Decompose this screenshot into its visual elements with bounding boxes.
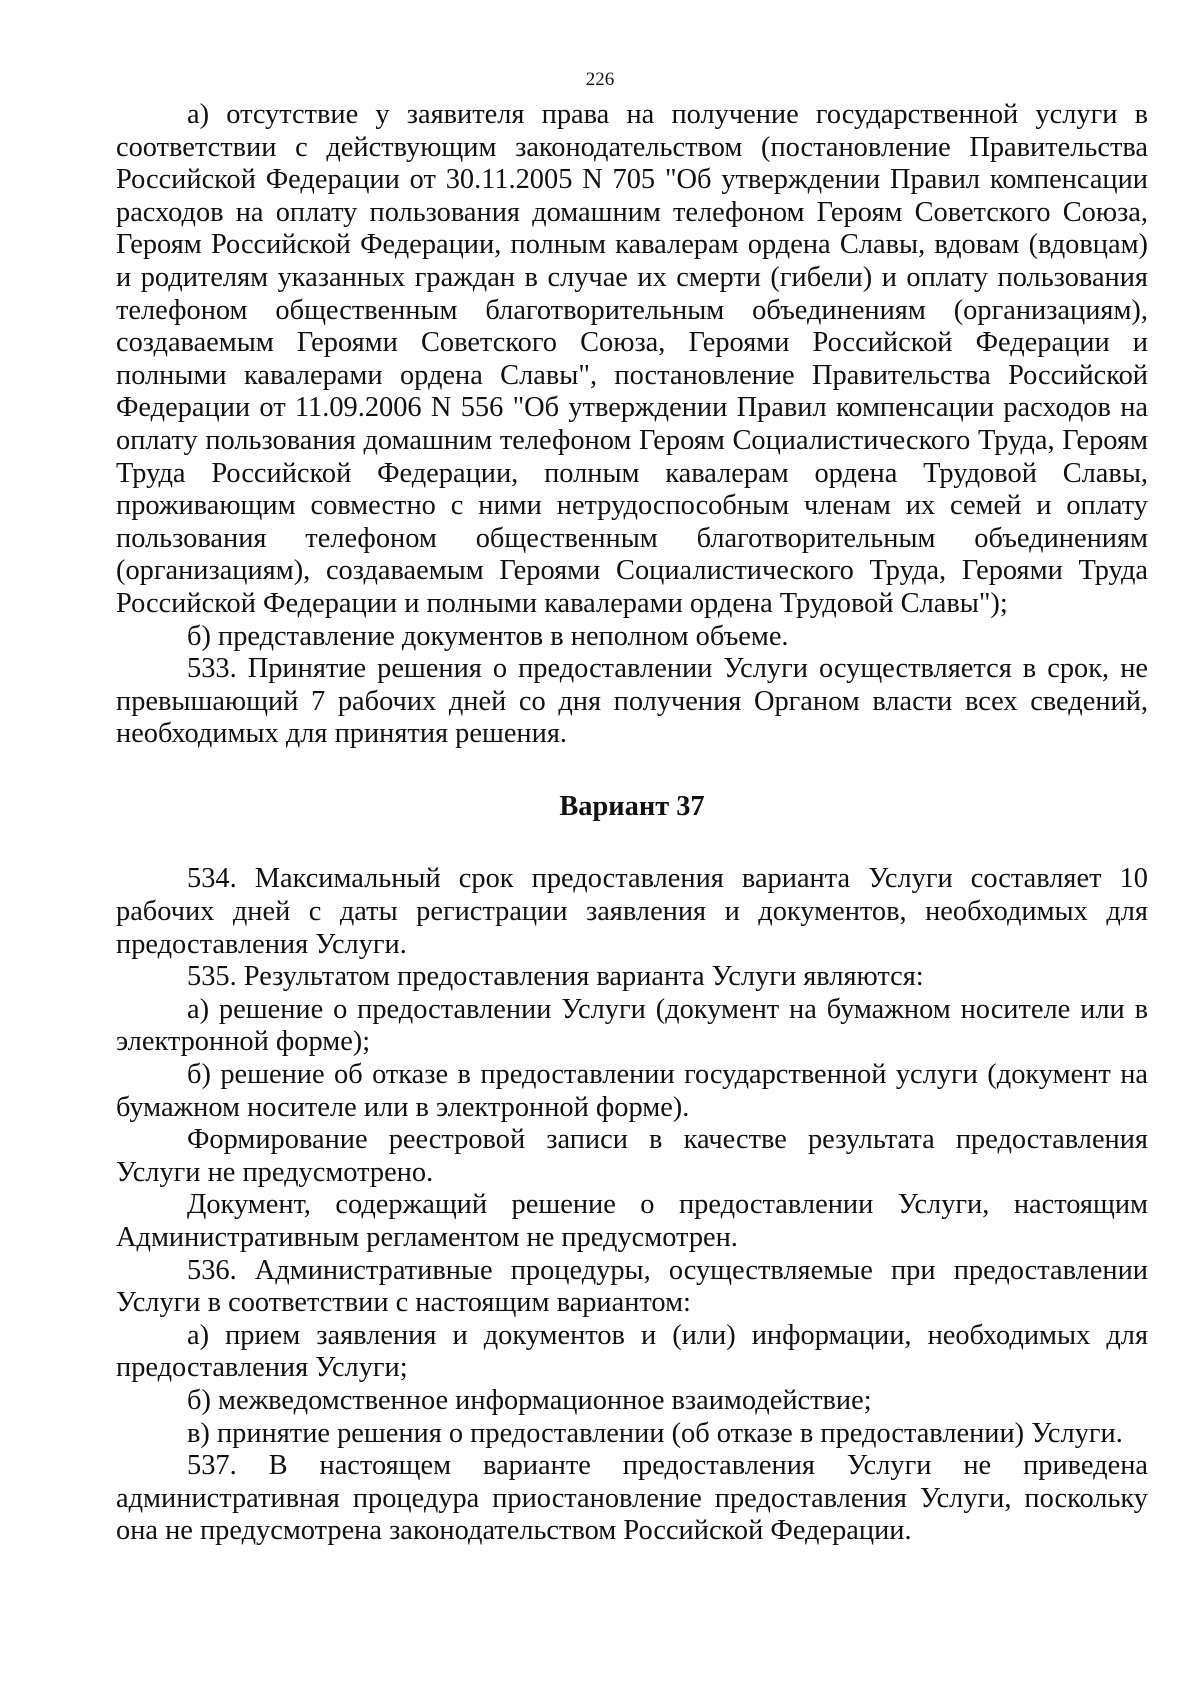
paragraph: 533. Принятие решения о предоставлении Услуги осуществляется в срок, не превышающий 7 рабочих дней со дня получения Органом власти всех сведений, необходимых для принятия решения. (116, 653, 1148, 750)
paragraph: 534. Максимальный срок предоставления варианта Услуги составляет 10 рабочих дней с даты регистрации заявления и документов, необходимых для предоставления Услуги. (116, 863, 1148, 960)
paragraph: б) представление документов в неполном объеме. (187, 620, 789, 652)
paragraph: а) отсутствие у заявителя права на получение государственной услуги в соответствии с действующим законодательством (постановление Правительства Российской Федерации от 30.11.2005 N 705 "Об утверждении Правил компенсации расходов на оплату пользования домашним телефоном Героям Советского Союза, Героям Российской Федерации, полным кавалерам ордена Славы, вдовам (вдовцам) и родителям указанных граждан в случае их смерти (гибели) и оплату пользования телефоном общественным благотворительным объединениям (организациям), создаваемым Героями Советского Союза, Героями Российской Федерации и полными кавалерами ордена Славы", постановление Правительства Российской Федерации от 11.09.2006 N 556 "Об утверждении Правил компенсации расходов на оплату пользования домашним телефоном Героям Социалистического Труда, Героям Труда Российской Федерации, полным кавалерам ордена Трудовой Славы, проживающим совместно с ними нетрудоспособным членам их семей и оплату пользования телефоном общественным благотворительным объединениям (организациям), создаваемым Героями Социалистического Труда, Героями Труда Российской Федерации и полными кавалерами ордена Трудовой Славы"); (116, 99, 1148, 619)
paragraph: Формирование реестровой записи в качестве результата предоставления Услуги не предусмотрено. (116, 1124, 1148, 1188)
paragraph: 537. В настоящем варианте предоставления Услуги не приведена административная процедура приостановление предоставления Услуги, поскольку она не предусмотрена законодательством Российской Федерации. (116, 1450, 1148, 1547)
paragraph: а) прием заявления и документов и (или) информации, необходимых для предоставления Услуги; (116, 1319, 1148, 1384)
paragraph: 536. Административные процедуры, осуществляемые при предоставлении Услуги в соответствии с настоящим вариантом: (116, 1254, 1148, 1319)
paragraph: б) межведомственное информационное взаимодействие; (187, 1384, 872, 1416)
paragraph: 535. Результатом предоставления варианта Услуги являются: (187, 961, 924, 993)
page-number: 226 (585, 69, 615, 90)
document-body (116, 99, 1148, 1548)
paragraph: а) решение о предоставлении Услуги (документ на бумажном носителе или в электронной форме); (116, 993, 1148, 1058)
section-heading: Вариант 37 (559, 790, 705, 822)
paragraph: в) принятие решения о предоставлении (об отказе в предоставлении) Услуги. (187, 1417, 1123, 1449)
paragraph: Документ, содержащий решение о предоставлении Услуги, настоящим Административным регламентом не предусмотрен. (116, 1189, 1148, 1253)
paragraph: б) решение об отказе в предоставлении государственной услуги (документ на бумажном носителе или в электронной форме). (116, 1059, 1148, 1123)
